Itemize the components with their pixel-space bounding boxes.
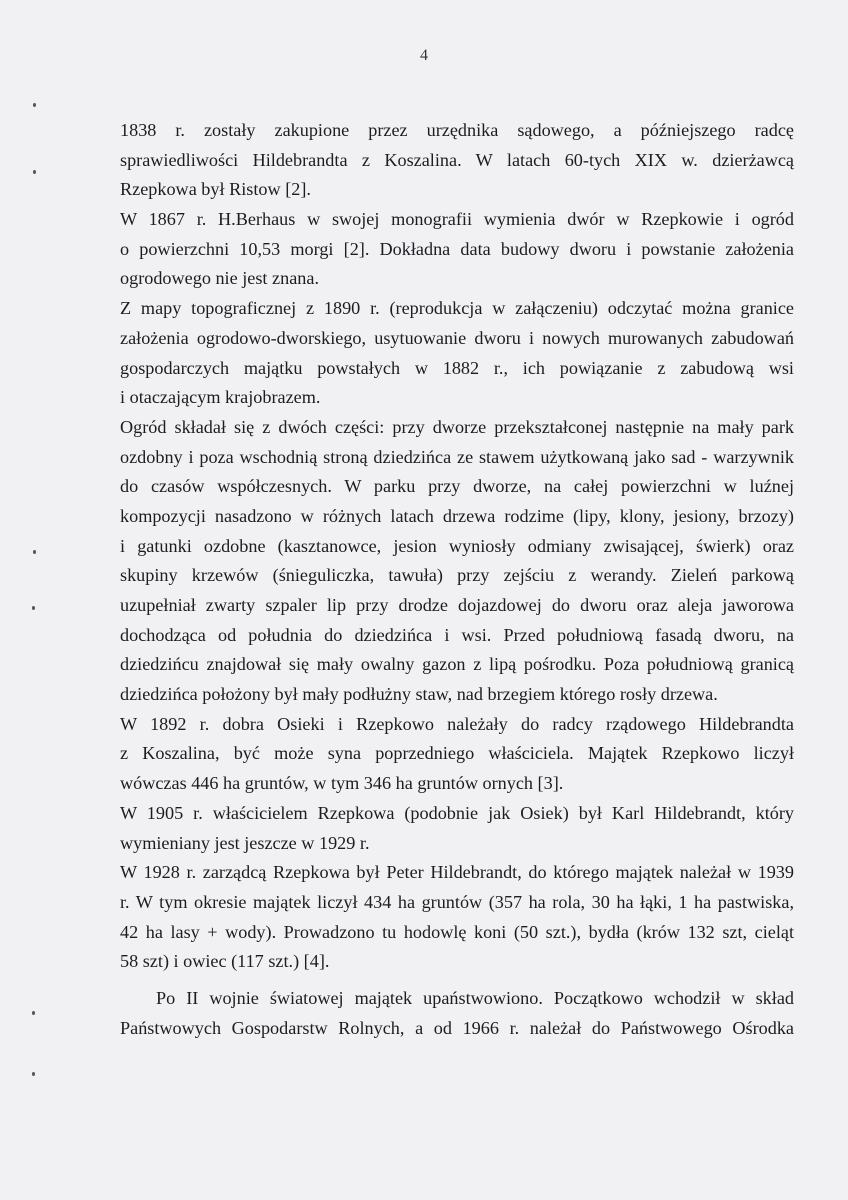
- text-line: Z mapy topograficznej z 1890 r. (reprodukcja w załączeniu) odczytać można granice: [120, 298, 794, 319]
- text-line: dziedzińcu znajdował się mały owalny gazon z lipą pośrodku. Poza południową granicą: [120, 654, 794, 675]
- text-line: gospodarczych majątku powstałych w 1882 r., ich powiązanie z zabudową wsi: [120, 357, 794, 378]
- text-line: W 1867 r. H.Berhaus w swojej monografii wymienia dwór w Rzepkowie i ogród: [120, 209, 794, 230]
- text-line: wymieniany jest jeszcze w 1929 r.: [120, 832, 370, 853]
- text-line: założenia ogrodowo-dworskiego, usytuowanie dworu i nowych murowanych zabudowań: [120, 327, 794, 348]
- margin-mark: [32, 606, 35, 610]
- text-line: 58 szt) i owiec (117 szt.) [4].: [120, 951, 330, 972]
- text-line: uzupełniał zwarty szpaler lip przy drodze dojazdowej do dworu oraz aleja jaworowa: [120, 595, 794, 615]
- margin-mark: [32, 1072, 35, 1076]
- text-line: do czasów współczesnych. W parku przy dworze, na całej powierzchni w luźnej: [120, 476, 794, 497]
- page-number: 4: [420, 47, 428, 64]
- text-line: o powierzchni 10,53 morgi [2]. Dokładna data budowy dworu i powstanie założenia: [120, 238, 794, 259]
- text-line: sprawiedliwości Hildebrandta z Koszalina. W latach 60-tych XIX w. dzierżawcą: [120, 149, 794, 170]
- margin-mark: [32, 1011, 35, 1015]
- text-line: W 1905 r. właścicielem Rzepkowa (podobnie jak Osiek) był Karl Hildebrandt, który: [120, 802, 794, 823]
- margin-mark: [33, 103, 36, 107]
- text-line: W 1892 r. dobra Osieki i Rzepkowo należały do radcy rządowego Hildebrandta: [120, 713, 794, 734]
- text-line: skupiny krzewów (śnieguliczka, tawuła) przy zejściu z werandy. Zieleń parkową: [120, 565, 794, 586]
- text-line: wówczas 446 ha gruntów, w tym 346 ha gruntów ornych [3].: [120, 773, 564, 794]
- text-line: 42 ha lasy + wody). Prowadzono tu hodowlę koni (50 szt.), bydła (krów 132 szt, cieląt: [120, 921, 794, 942]
- text-line: i gatunki ozdobne (kasztanowce, jesion wyniosły odmiany zwisającej, świerk) oraz: [120, 535, 794, 556]
- body-text: [120, 116, 794, 1043]
- text-line: kompozycji nasadzono w różnych latach drzewa rodzime (lipy, klony, jesiony, brzozy): [120, 505, 794, 526]
- margin-mark: [33, 550, 36, 554]
- text-line: z Koszalina, być może syna poprzedniego właściciela. Majątek Rzepkowo liczył: [120, 743, 794, 764]
- text-line: Ogród składał się z dwóch części: przy dworze przekształconej następnie na mały park: [120, 416, 794, 437]
- margin-mark: [33, 170, 36, 174]
- text-line: ogrodowego nie jest znana.: [120, 268, 319, 289]
- text-line: Po II wojnie światowej majątek upaństwowiono. Początkowo wchodził w skład: [156, 987, 794, 1008]
- text-line: Rzepkowa był Ristow [2].: [120, 179, 311, 200]
- paragraph-gap: [120, 977, 794, 984]
- text-line: 1838 r. zostały zakupione przez urzędnika sądowego, a późniejszego radcę: [120, 120, 794, 140]
- text-line: W 1928 r. zarządcą Rzepkowa był Peter Hildebrandt, do którego majątek należał w 1939: [120, 862, 794, 883]
- text-line: ozdobny i poza wschodnią stroną dziedzińca ze stawem użytkowaną jako sad - warzywnik: [120, 446, 794, 467]
- text-line: r. W tym okresie majątek liczył 434 ha gruntów (357 ha rola, 30 ha łąki, 1 ha pastwiska,: [120, 891, 794, 912]
- text-line: i otaczającym krajobrazem.: [120, 387, 321, 408]
- text-line: dochodząca od południa do dziedzińca i wsi. Przed południową fasadą dworu, na: [120, 624, 794, 645]
- text-line: dziedzińca położony był mały podłużny staw, nad brzegiem którego rosły drzewa.: [120, 684, 718, 705]
- text-line: Państwowych Gospodarstw Rolnych, a od 1966 r. należał do Państwowego Ośrodka: [120, 1017, 794, 1038]
